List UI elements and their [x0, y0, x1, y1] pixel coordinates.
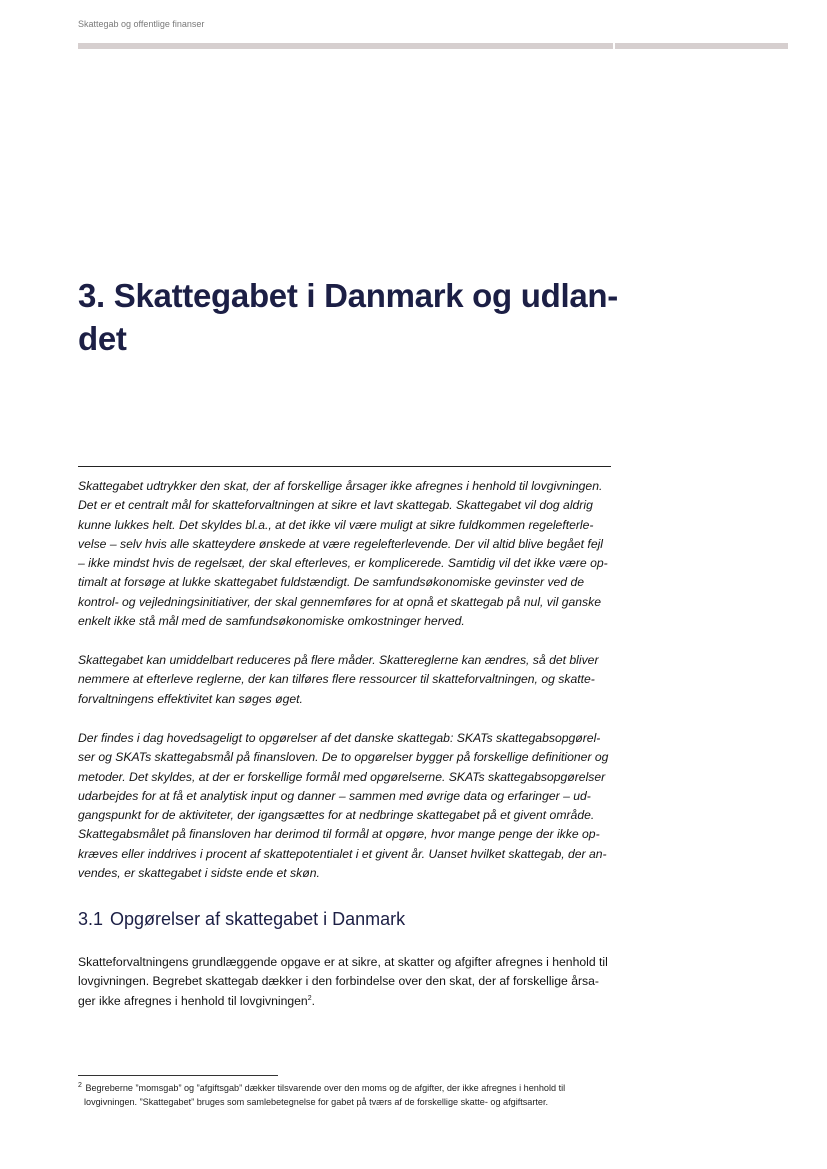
- text-line: Skattegabet kan umiddelbart reduceres på flere måder. Skattereglerne kan ændres, så det bliver: [78, 653, 599, 667]
- footnote-reference[interactable]: 2: [307, 994, 312, 1002]
- header-bar-right: [615, 43, 788, 49]
- chapter-title-line: det: [78, 320, 127, 357]
- footnote-text: Begreberne ”momsgab” og ”afgiftsgab” dækker tilsvarende over den moms og de afgifter, der ikke afregnes i henhold til: [85, 1083, 566, 1093]
- section-heading: [78, 907, 405, 931]
- footnote-line: [78, 1082, 565, 1096]
- text-line: – ikke mindst hvis de regelsæt, der skal efterleves, er komplicerede. Samtidig vil det ikke være op-: [78, 556, 608, 571]
- chapter-title: [78, 274, 638, 360]
- intro-divider: [78, 466, 611, 467]
- body-paragraph: [78, 953, 608, 1011]
- text-line: ser og SKATs skattegabsmål på finansloven. De to opgørelser bygger på forskellige definitioner og: [78, 750, 609, 765]
- text-line: Det er et centralt mål for skatteforvaltningen at sikre et lavt skattegab. Skattegabet vil dog aldrig: [78, 498, 593, 513]
- text-segment: ger ikke afregnes i henhold til lovgivningen: [78, 993, 308, 1008]
- footnote-line: lovgivningen. ”Skattegabet” bruges som samlebetegnelse for gabet på tværs af de forskellige skatte- og afgiftsarter.: [84, 1096, 549, 1107]
- text-line: Der findes i dag hovedsageligt to opgørelser af det danske skattegab: SKATs skattegabsopgørel-: [78, 731, 601, 745]
- text-line: Skattegabsmålet på finansloven har derimod til formål at opgøre, hvor mange penge der ikke op-: [78, 827, 600, 842]
- header-bar: [78, 43, 613, 49]
- running-header: Skattegab og offentlige finanser: [78, 19, 205, 29]
- sentence-end: .: [311, 993, 315, 1008]
- text-line: lovgivningen. Begrebet skattegab dækker i den forbindelse over den skat, der af forskellige årsa-: [78, 974, 599, 989]
- footnote-marker: 2: [78, 1081, 82, 1089]
- text-line: [78, 992, 608, 1011]
- section-number: 3.1: [78, 909, 104, 929]
- intro-paragraph: [78, 729, 608, 883]
- text-line: forvaltningens effektivitet kan søges øget.: [78, 691, 303, 706]
- text-line: udarbejdes for at få et analytisk input og danner – sammen med øvrige data og erfaringer – ud-: [78, 788, 591, 803]
- chapter-title-line: 3. Skattegabet i Danmark og udlan-: [78, 277, 618, 314]
- text-line: Skatteforvaltningens grundlæggende opgave er at sikre, at skatter og afgifter afregnes i henhold til: [78, 955, 608, 969]
- intro-paragraph: [78, 477, 608, 631]
- text-line: metoder. Det skyldes, at der er forskellige formål med opgørelserne. SKATs skattegabsopgørelser: [78, 769, 606, 784]
- section-title: Opgørelser af skattegabet i Danmark: [110, 909, 406, 929]
- text-line: gangspunkt for de aktiviteter, der igangsættes for at nedbringe skattegabet på et givent område.: [78, 808, 595, 823]
- text-line: nemmere at efterleve reglerne, der kan tilføres flere ressourcer til skatteforvaltningen, og skatte-: [78, 672, 595, 687]
- footnote: [78, 1082, 565, 1109]
- text-line: velse – selv hvis alle skatteydere ønskede at være regelefterlevende. Der vil altid blive begået fejl: [78, 536, 604, 551]
- text-line: kontrol- og vejledningsinitiativer, der skal gennemføres for at opnå et skattegab på nul, vil ganske: [78, 594, 602, 609]
- text-line: vendes, er skattegabet i sidste ende et skøn.: [78, 866, 320, 881]
- text-line: timalt at forsøge at lukke skattegabet fuldstændigt. De samfundsøkonomiske gevinster ved de: [78, 575, 585, 590]
- intro-paragraph: [78, 651, 599, 709]
- footnote-divider: [78, 1075, 278, 1076]
- text-line: enkelt ikke stå mål med de samfundsøkonomiske omkostninger herved.: [78, 614, 465, 629]
- text-line: kræves eller inddrives i procent af skattepotentialet i et givent år. Uanset hvilket skattegab, der an-: [78, 846, 607, 861]
- text-line: Skattegabet udtrykker den skat, der af forskellige årsager ikke afregnes i henhold til lovgivningen.: [78, 479, 603, 493]
- text-line: kunne lukkes helt. Det skyldes bl.a., at det ikke vil være muligt at sikre fuldkommen regelefterle-: [78, 517, 594, 532]
